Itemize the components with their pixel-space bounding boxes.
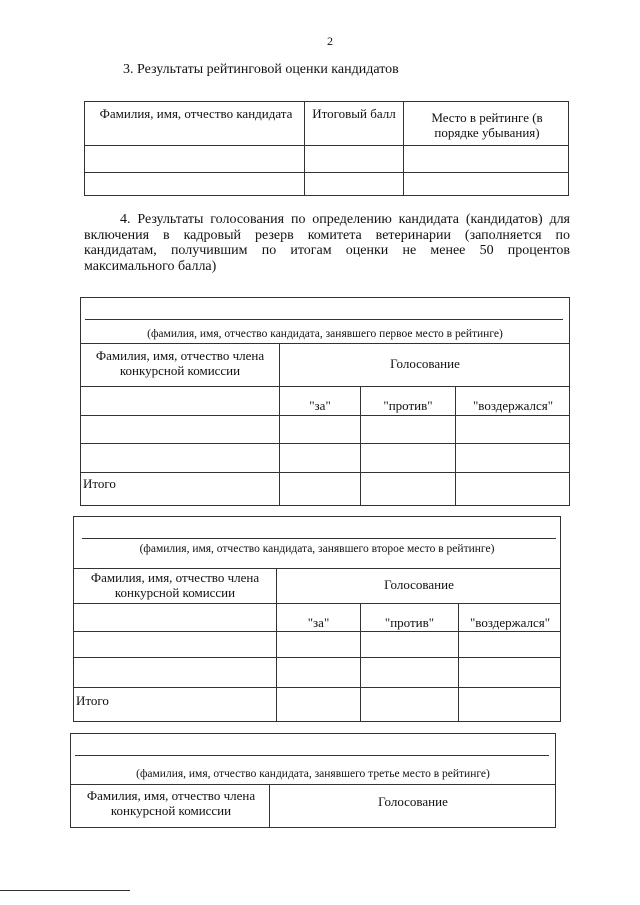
caption-third: (фамилия, имя, отчество кандидата, занявшего третье место в рейтинге) xyxy=(136,768,490,780)
vote-for-label: "за" xyxy=(309,398,331,413)
member-header: Фамилия, имя, отчество члена конкурсной комиссии xyxy=(95,348,265,378)
rating-col-name: Фамилия, имя, отчество кандидата xyxy=(99,106,293,121)
rating-col-place: Место в рейтинге (в порядке убывания) xyxy=(431,110,543,140)
vote-abstain-label: "воздержался" xyxy=(469,615,551,630)
rating-col-score: Итоговый балл xyxy=(312,106,396,121)
voting-header: Голосование xyxy=(378,794,448,809)
rating-table xyxy=(84,101,569,196)
vote-for-label: "за" xyxy=(307,615,330,630)
vote-block-second xyxy=(73,516,561,722)
section3-heading: 3. Результаты рейтинговой оценки кандидатов xyxy=(123,62,399,77)
section4-paragraph: 4. Результаты голосования по определению кандидата (кандидатов) для включения в кадровый резерв комитета ветеринарии (заполняется по кандидатам, получившим по итогам оценки не менее 50 процентов максимального балла) xyxy=(84,212,570,274)
vote-against-label: "против" xyxy=(383,398,433,413)
vote-block-third xyxy=(70,733,556,828)
total-label: Итого xyxy=(76,693,109,708)
vote-against-label: "против" xyxy=(384,615,435,630)
vote-block-first xyxy=(80,297,570,506)
total-label: Итого xyxy=(83,476,116,491)
member-header: Фамилия, имя, отчество члена конкурсной комиссии xyxy=(90,570,260,600)
caption-second: (фамилия, имя, отчество кандидата, занявшего второе место в рейтинге) xyxy=(139,543,495,555)
voting-header: Голосование xyxy=(384,577,454,592)
vote-abstain-label: "воздержался" xyxy=(472,398,554,413)
member-header: Фамилия, имя, отчество члена конкурсной комиссии xyxy=(86,788,256,818)
voting-header: Голосование xyxy=(390,356,460,371)
page-number: 2 xyxy=(327,34,333,48)
caption-first: (фамилия, имя, отчество кандидата, занявшего первое место в рейтинге) xyxy=(147,328,503,340)
footnote-line xyxy=(0,890,130,891)
